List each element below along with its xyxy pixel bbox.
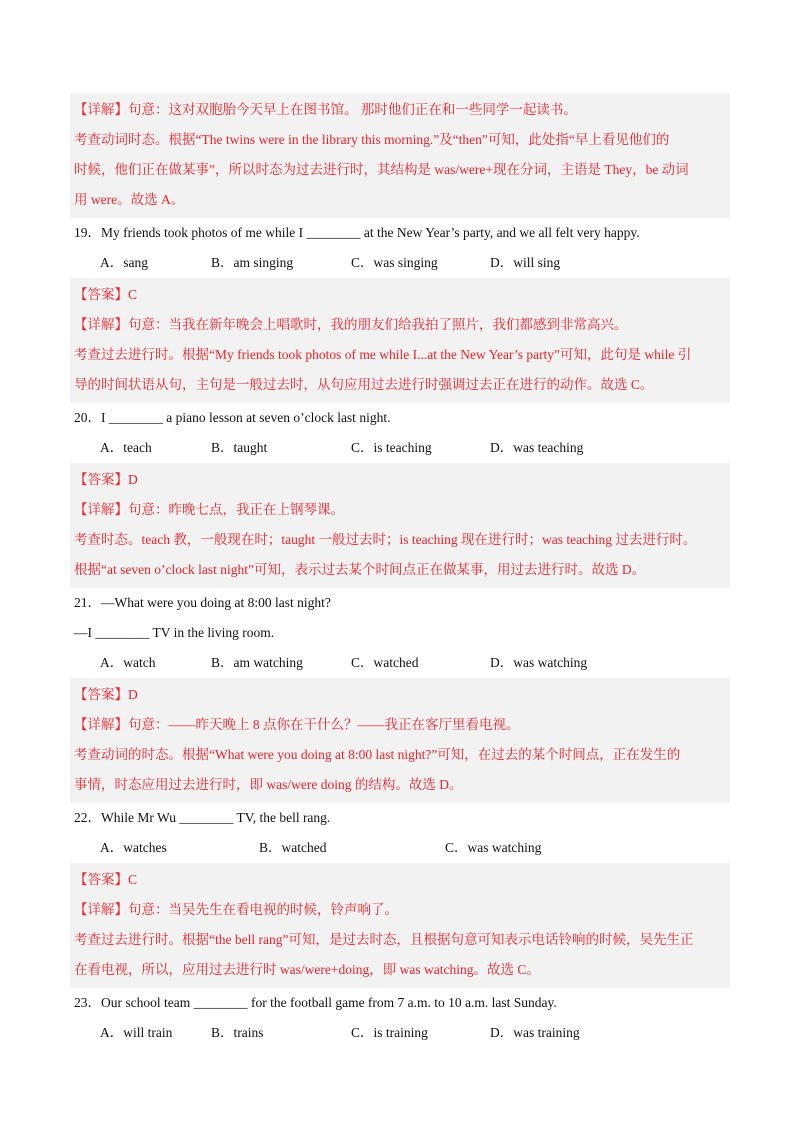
document-page	[0, 93, 800, 1048]
explanation-line: 考查时态。teach 教，一般现在时；taught 一般过去时；is teaching 现在进行时；was teaching 过去进行时。	[74, 532, 697, 547]
explanation-line: 【答案】C	[74, 287, 138, 302]
answer-option: D．was training	[490, 1025, 580, 1040]
answer-option: B．am singing	[211, 255, 294, 270]
answer-option: A．sang	[100, 255, 148, 270]
answer-option: C．was singing	[351, 255, 438, 270]
options-row	[0, 433, 800, 463]
explanation-line: 考查过去进行时。根据“My friends took photos of me while I...at the New Year’s party”可知，此句是 while 引	[74, 347, 692, 362]
question-block	[0, 403, 800, 463]
answer-option: C．is training	[351, 1025, 428, 1040]
explanation-line: 考查过去进行时。根据“the bell rang”可知，是过去时态，且根据句意可知表示电话铃响的时候，吴先生正	[74, 932, 694, 947]
explanation-line: 【详解】句意：这对双胞胎今天早上在图书馆。 那时他们正在和一些同学一起读书。	[74, 102, 577, 117]
question-text: 19．My friends took photos of me while I ________ at the New Year’s party, and we all felt very happy.	[74, 225, 640, 240]
options-row	[0, 248, 800, 278]
answer-option: A．watches	[100, 840, 167, 855]
answer-option: B．watched	[259, 840, 327, 855]
question-block	[0, 218, 800, 278]
options-row	[0, 648, 800, 678]
answer-option: C．is teaching	[351, 440, 432, 455]
answer-option: D．was teaching	[490, 440, 584, 455]
explanation-line: 【详解】句意：当吴先生在看电视的时候，铃声响了。	[74, 902, 398, 917]
explanation-line: 【详解】句意：昨晚七点，我正在上钢琴课。	[74, 502, 344, 517]
explanation-line: 【答案】D	[74, 687, 138, 702]
explanation-line: 事情，时态应用过去进行时，即 was/were doing 的结构。故选 D。	[74, 777, 463, 792]
explanation-line: 【答案】C	[74, 872, 138, 887]
answer-option: A．watch	[100, 655, 156, 670]
question-text: 20．I ________ a piano lesson at seven o’clock last night.	[74, 410, 391, 425]
explanation-line: 考查动词的时态。根据“What were you doing at 8:00 last night?”可知，在过去的某个时间点，正在发生的	[74, 747, 681, 762]
question-text: 22．While Mr Wu ________ TV, the bell rang.	[74, 810, 331, 825]
explanation-line: 【答案】D	[74, 472, 138, 487]
answer-option: D．will sing	[490, 255, 561, 270]
question-block	[0, 803, 800, 863]
explanation-line: 在看电视，所以，应用过去进行时 was/were+doing，即 was watching。故选 C。	[74, 962, 540, 977]
answer-option: B．taught	[211, 440, 268, 455]
answer-explanation-box	[70, 93, 730, 218]
explanation-line: 【详解】句意：当我在新年晚会上唱歌时，我的朋友们给我拍了照片，我们都感到非常高兴。	[74, 317, 628, 332]
answer-option: C．was watching	[445, 840, 542, 855]
options-row	[0, 1018, 800, 1048]
answer-option: B．am watching	[211, 655, 303, 670]
answer-explanation-box	[70, 863, 730, 988]
explanation-line: 导的时间状语从句，主句是一般过去时，从句应用过去进行时强调过去正在进行的动作。故选 C。	[74, 377, 654, 392]
explanation-line: 用 were。故选 A。	[74, 192, 185, 207]
answer-option: D．was watching	[490, 655, 588, 670]
answer-explanation-box	[70, 463, 730, 588]
question-text: 23．Our school team ________ for the football game from 7 a.m. to 10 a.m. last Sunday.	[74, 995, 557, 1010]
question-block	[0, 588, 800, 678]
answer-option: C．watched	[351, 655, 419, 670]
explanation-line: 【详解】句意：——昨天晚上 8 点你在干什么？——我正在客厅里看电视。	[74, 717, 520, 732]
answer-option: B．trains	[211, 1025, 264, 1040]
question-block	[0, 988, 800, 1048]
answer-option: A．teach	[100, 440, 152, 455]
options-row	[0, 833, 800, 863]
explanation-line: 考查动词时态。根据“The twins were in the library this morning.”及“then”可知，此处指“早上看见他们的	[74, 132, 670, 147]
answer-explanation-box	[70, 678, 730, 803]
answer-explanation-box	[70, 278, 730, 403]
explanation-line: 时候，他们正在做某事”，所以时态为过去进行时，其结构是 was/were+现在分词，主语是 They，be 动词	[74, 162, 689, 177]
question-text: 21．—What were you doing at 8:00 last night?	[74, 595, 331, 610]
explanation-line: 根据“at seven o’clock last night”可知，表示过去某个时间点正在做某事，用过去进行时。故选 D。	[74, 562, 646, 577]
question-text: —I ________ TV in the living room.	[74, 625, 275, 640]
answer-option: A．will train	[100, 1025, 173, 1040]
